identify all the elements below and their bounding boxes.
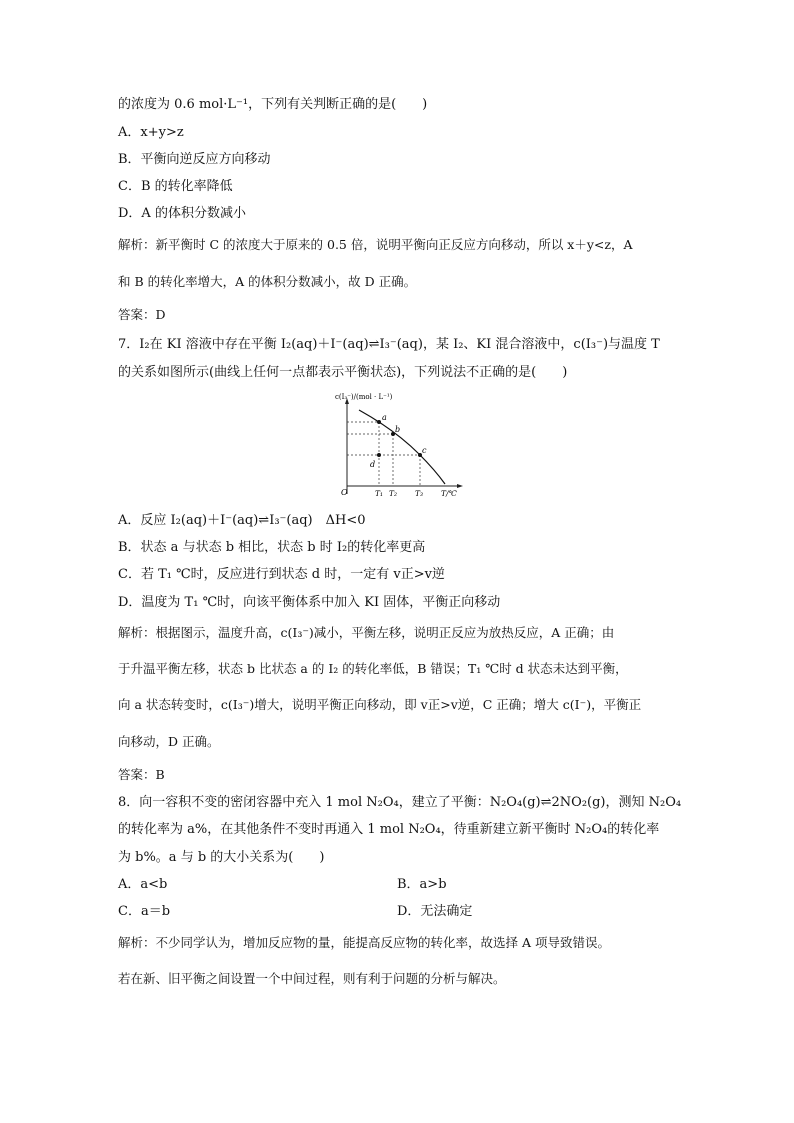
q7-explanation-line4: 向移动，D 正确。 bbox=[118, 734, 220, 749]
q6-option-b: B．平衡向逆反应方向移动 bbox=[118, 152, 271, 167]
point-b-label: b bbox=[395, 425, 401, 434]
point-c-label: c bbox=[422, 446, 427, 455]
x-axis-arrow bbox=[457, 484, 463, 488]
tick-t1-label: T₁ bbox=[375, 489, 384, 498]
q6-stem-tail: 的浓度为 0.6 mol·L⁻¹，下列有关判断正确的是( ) bbox=[118, 97, 428, 112]
q8-stem-line3: 为 b%。a 与 b 的大小关系为( ) bbox=[118, 850, 325, 865]
q6-option-c: C．B 的转化率降低 bbox=[118, 179, 233, 194]
point-a-label: a bbox=[382, 413, 387, 422]
x-axis-label: T/℃ bbox=[441, 489, 457, 498]
q7-stem-line1: 7．I₂在 KI 溶液中存在平衡 I₂(aq)＋I⁻(aq)⇌I₃⁻(aq)，某 I₂、KI 混合溶液中，c(I₃⁻)与温度 T bbox=[118, 337, 660, 352]
equilibrium-curve bbox=[359, 410, 445, 484]
q8-stem-line2: 的转化率为 a%，在其他条件不变时再通入 1 mol N₂O₄，待重新建立新平衡时 N₂O₄的转化率 bbox=[118, 822, 660, 837]
q6-option-a: A．x+y>z bbox=[118, 125, 184, 140]
q7-stem-line2: 的关系如图所示(曲线上任何一点都表示平衡状态)，下列说法不正确的是( ) bbox=[118, 365, 568, 380]
q8-option-a: A．a<b bbox=[118, 877, 168, 892]
q6-answer: 答案：D bbox=[118, 307, 166, 322]
q8-explanation-line2: 若在新、旧平衡之间设置一个中间过程，则有利于问题的分析与解决。 bbox=[118, 971, 506, 986]
q6-option-d: D．A 的体积分数减小 bbox=[118, 206, 246, 221]
q6-explanation-line1: 解析：新平衡时 C 的浓度大于原来的 0.5 倍，说明平衡向正反应方向移动，所以 x＋y<z，A bbox=[118, 237, 633, 252]
q7-option-c: C．若 T₁ ℃时，反应进行到状态 d 时，一定有 v正>v逆 bbox=[118, 567, 445, 582]
tick-t3-label: T₃ bbox=[415, 489, 424, 498]
q8-option-c: C．a＝b bbox=[118, 904, 171, 919]
q7-explanation-line3: 向 a 状态转变时，c(I₃⁻)增大，说明平衡正向移动，即 v正>v逆，C 正确；增大 c(I⁻)，平衡正 bbox=[118, 697, 642, 712]
q7-figure bbox=[335, 392, 465, 502]
q8-stem-line1: 8．向一容积不变的密闭容器中充入 1 mol N₂O₄，建立了平衡：N₂O₄(g)⇌2NO₂(g)，测知 N₂O₄ bbox=[118, 795, 682, 810]
y-axis-label: c(I₃⁻)/(mol · L⁻¹) bbox=[335, 393, 393, 401]
origin-label: O bbox=[341, 488, 348, 497]
point-d-label: d bbox=[370, 460, 376, 469]
q8-option-d: D．无法确定 bbox=[397, 904, 473, 919]
tick-t2-label: T₂ bbox=[389, 489, 398, 498]
point-a bbox=[377, 420, 381, 424]
q8-explanation-line1: 解析：不少同学认为，增加反应物的量，能提高反应物的转化率，故选择 A 项导致错误。 bbox=[118, 935, 610, 950]
q8-option-b: B．a>b bbox=[397, 877, 447, 892]
q6-explanation-line2: 和 B 的转化率增大，A 的体积分数减小，故 D 正确。 bbox=[118, 274, 417, 289]
point-d bbox=[377, 453, 381, 457]
q7-explanation-line2: 于升温平衡左移，状态 b 比状态 a 的 I₂ 的转化率低，B 错误；T₁ ℃时 d 状态未达到平衡， bbox=[118, 661, 628, 676]
q7-option-d: D．温度为 T₁ ℃时，向该平衡体系中加入 KI 固体，平衡正向移动 bbox=[118, 595, 501, 610]
q7-option-b: B．状态 a 与状态 b 相比，状态 b 时 I₂的转化率更高 bbox=[118, 540, 426, 555]
q7-answer: 答案：B bbox=[118, 767, 165, 782]
q7-explanation-line1: 解析：根据图示，温度升高，c(I₃⁻)减小，平衡左移，说明正反应为放热反应，A 正确；由 bbox=[118, 625, 615, 640]
q7-option-a: A．反应 I₂(aq)＋I⁻(aq)⇌I₃⁻(aq) ΔH<0 bbox=[118, 513, 366, 528]
